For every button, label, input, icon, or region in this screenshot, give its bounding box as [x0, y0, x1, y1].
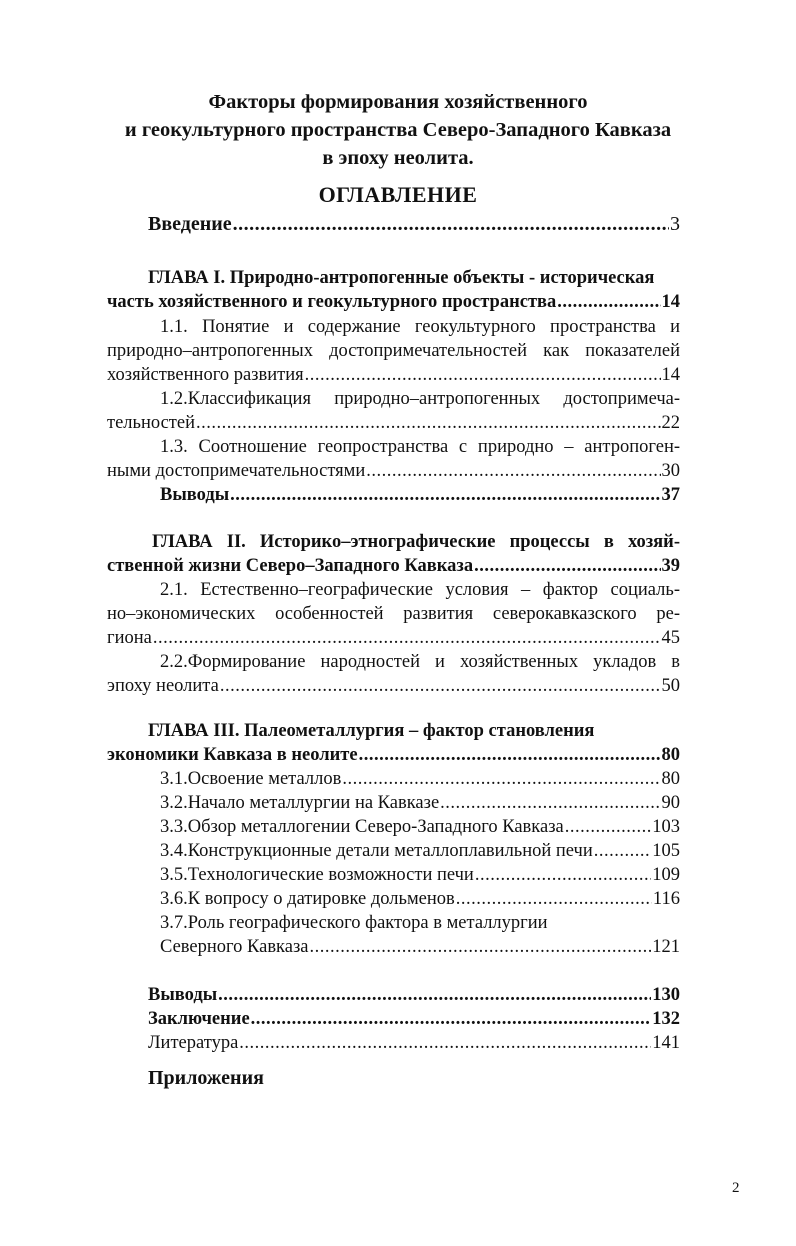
leader-dots	[565, 815, 652, 839]
toc-entry-page: 3	[670, 213, 680, 235]
leader-dots	[557, 290, 660, 314]
toc-entry-section-2-1	[107, 626, 680, 650]
page-number: 2	[732, 1180, 740, 1196]
toc-entry-label: Выводы	[148, 985, 218, 1005]
leader-dots	[233, 212, 669, 236]
toc-entry-label: ственной жизни Северо–Западного Кавказа	[107, 556, 474, 576]
toc-entry-page: 109	[652, 865, 680, 885]
toc-entry-appendices: Приложения	[148, 1067, 264, 1089]
toc-entry-chapter-2	[107, 554, 680, 578]
leader-dots	[220, 674, 661, 698]
section-1-1-line-2: природно–антропогенных достопримечательностей как показателей	[107, 341, 680, 361]
toc-entry-page: 90	[661, 793, 680, 813]
toc-entry-section-3-6	[160, 887, 680, 911]
toc-entry-section-3-2	[160, 791, 680, 815]
leader-dots	[230, 483, 660, 507]
leader-dots	[440, 791, 660, 815]
chapter-2-title-line-1: ГЛАВА II. Историко–этнографические процессы в хозяй-	[152, 532, 680, 552]
leader-dots	[456, 887, 652, 911]
leader-dots	[475, 863, 651, 887]
section-1-3-line-1: 1.3. Соотношение геопространства с природно – антропоген-	[160, 437, 680, 457]
toc-entry-page: 121	[652, 937, 680, 957]
chapter-3-title-line-1: ГЛАВА III. Палеометаллургия – фактор становления	[148, 721, 595, 741]
leader-dots	[359, 743, 661, 767]
section-3-7-line-1: 3.7.Роль географического фактора в металлургии	[160, 913, 548, 933]
toc-entry-page: 130	[652, 985, 680, 1005]
toc-entry-page: 22	[661, 413, 680, 433]
toc-entry-label: 3.3.Обзор металлогении Северо-Западного Кавказа	[160, 817, 564, 837]
toc-entry-chapter-1-conclusions	[160, 483, 680, 507]
toc-entry-label: хозяйственного развития	[107, 365, 304, 385]
leader-dots	[251, 1007, 652, 1031]
toc-entry-section-2-2	[107, 674, 680, 698]
toc-entry-page: 37	[661, 485, 680, 505]
section-1-1-line-1: 1.1. Понятие и содержание геокультурного пространства и	[160, 317, 680, 337]
toc-entry-section-1-1	[107, 363, 680, 387]
toc-entry-page: 103	[652, 817, 680, 837]
leader-dots	[594, 839, 651, 863]
toc-entry-label: Выводы	[160, 485, 230, 505]
section-2-2-line-1: 2.2.Формирование народностей и хозяйственных укладов в	[160, 652, 680, 672]
toc-entry-introduction	[148, 212, 680, 236]
document-title-line-2: и геокультурного пространства Северо-Западного Кавказа	[124, 119, 672, 141]
leader-dots	[474, 554, 660, 578]
toc-entry-label: Литература	[148, 1033, 239, 1053]
toc-entry-label: Северного Кавказа	[160, 937, 309, 957]
leader-dots	[153, 626, 661, 650]
leader-dots	[239, 1031, 651, 1055]
toc-entry-section-1-3	[107, 459, 680, 483]
toc-entry-label: 3.5.Технологические возможности печи	[160, 865, 474, 885]
toc-entry-label: 3.2.Начало металлургии на Кавказе	[160, 793, 440, 813]
toc-entry-closing	[148, 1007, 680, 1031]
leader-dots	[366, 459, 660, 483]
toc-entry-label: 3.4.Конструкционные детали металлоплавильной печи	[160, 841, 593, 861]
toc-entry-literature	[148, 1031, 680, 1055]
toc-entry-section-3-5	[160, 863, 680, 887]
section-2-1-line-1: 2.1. Естественно–географические условия – фактор социаль-	[160, 580, 680, 600]
toc-entry-page: 116	[652, 889, 680, 909]
toc-entry-page: 45	[661, 628, 680, 648]
toc-entry-page: 80	[661, 745, 680, 765]
leader-dots	[218, 983, 651, 1007]
toc-entry-label: тельностей	[107, 413, 195, 433]
toc-entry-page: 141	[652, 1033, 680, 1053]
toc-entry-page: 132	[652, 1009, 680, 1029]
toc-entry-page: 14	[661, 365, 680, 385]
document-title-line-1: Факторы формирования хозяйственного	[208, 91, 588, 113]
toc-entry-chapter-3	[107, 743, 680, 767]
toc-entry-page: 14	[661, 292, 680, 312]
toc-entry-label: гиона	[107, 628, 152, 648]
leader-dots	[196, 411, 661, 435]
toc-entry-label: 3.6.К вопросу о датировке дольменов	[160, 889, 455, 909]
toc-entry-page: 80	[661, 769, 680, 789]
toc-entry-section-3-3	[160, 815, 680, 839]
toc-entry-page: 50	[661, 676, 680, 696]
toc-entry-page: 39	[661, 556, 680, 576]
toc-entry-label: ными достопримечательностями	[107, 461, 366, 481]
toc-entry-label: Заключение	[148, 1009, 250, 1029]
toc-entry-section-3-1	[160, 767, 680, 791]
toc-entry-conclusions	[148, 983, 680, 1007]
leader-dots	[342, 767, 660, 791]
toc-entry-page: 30	[661, 461, 680, 481]
toc-entry-section-3-4	[160, 839, 680, 863]
toc-entry-label: часть хозяйственного и геокультурного пространства	[107, 292, 557, 312]
toc-entry-label: Введение	[148, 213, 232, 235]
section-2-1-line-2: но–экономических особенностей развития северокавказского ре-	[107, 604, 680, 624]
toc-entry-label: экономики Кавказа в неолите	[107, 745, 358, 765]
leader-dots	[310, 935, 652, 959]
chapter-1-title-line-1: ГЛАВА I. Природно-антропогенные объекты - историческая	[148, 268, 655, 288]
toc-heading: ОГЛАВЛЕНИЕ	[318, 182, 478, 207]
toc-entry-section-3-7	[160, 935, 680, 959]
section-1-2-line-1: 1.2.Классификация природно–антропогенных достопримеча-	[160, 389, 680, 409]
toc-entry-section-1-2	[107, 411, 680, 435]
document-title-line-3: в эпоху неолита.	[322, 147, 474, 169]
toc-entry-page: 105	[652, 841, 680, 861]
toc-entry-label: 3.1.Освоение металлов	[160, 769, 342, 789]
toc-entry-chapter-1	[107, 290, 680, 314]
leader-dots	[305, 363, 661, 387]
toc-entry-label: эпоху неолита	[107, 676, 219, 696]
